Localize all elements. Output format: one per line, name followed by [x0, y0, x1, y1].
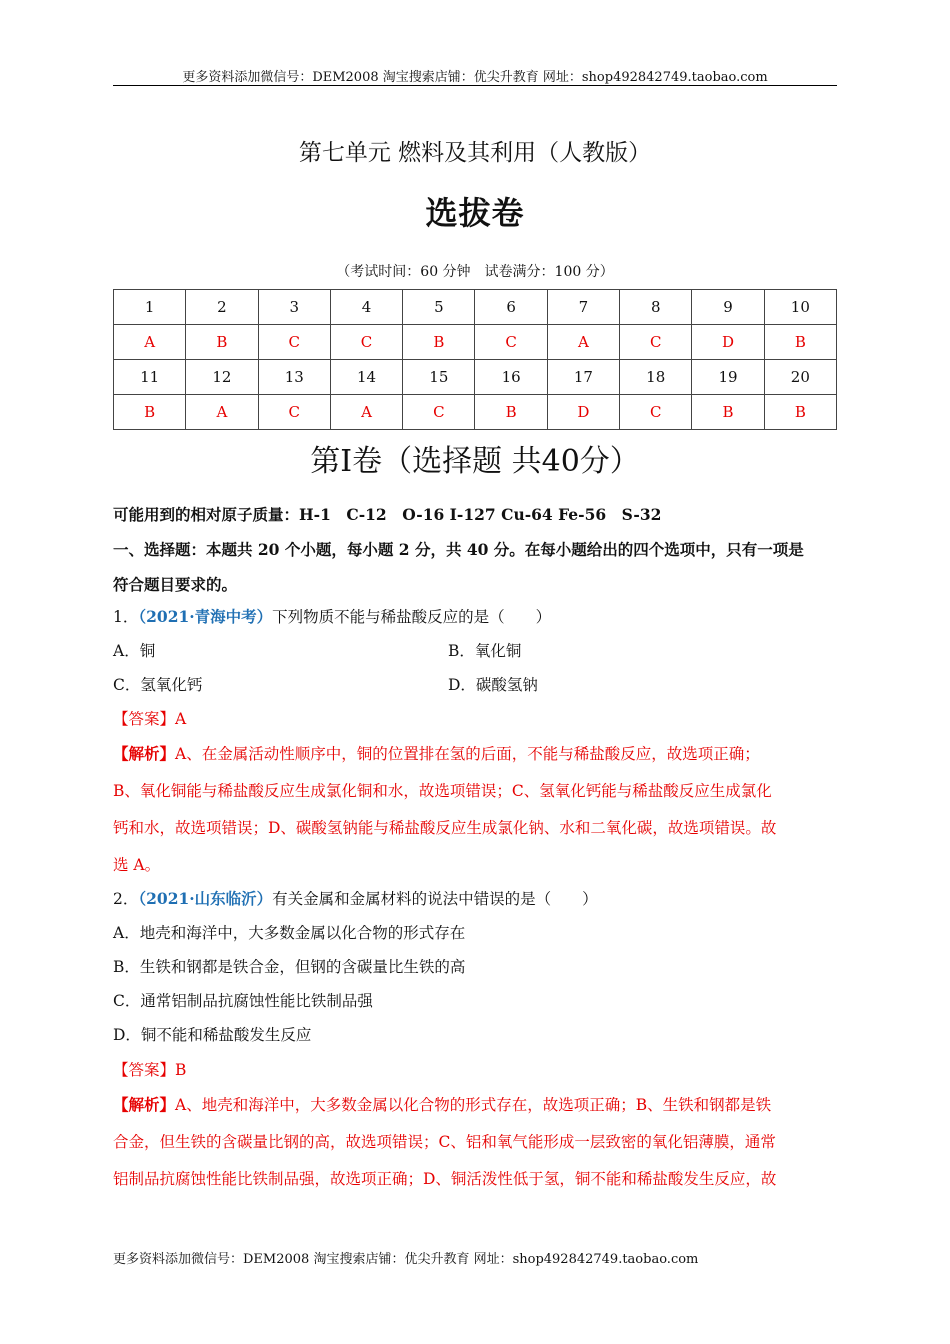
answer-number-row — [114, 290, 837, 325]
answer-key-table — [113, 289, 837, 430]
question-number: 5 — [403, 290, 475, 325]
analysis-text: A、在金属活动性顺序中，铜的位置排在氢的后面，不能与稀盐酸反应，故选项正确； — [175, 745, 760, 763]
answer-letter: C — [258, 325, 330, 360]
question-number: 4 — [330, 290, 402, 325]
answer-letter: A — [330, 395, 402, 430]
answer-letter: A — [186, 395, 258, 430]
answer-letter: D — [547, 395, 619, 430]
question-2-option-a: A．地壳和海洋中，大多数金属以化合物的形式存在 — [113, 924, 466, 942]
page-footer: 更多资料添加微信号：DEM2008 淘宝搜索店铺：优尖升教育 网址：shop492842749.taobao.com — [113, 1252, 699, 1267]
question-1-answer: 【答案】A — [113, 710, 187, 728]
question-number: 12 — [186, 360, 258, 395]
answer-letter: C — [258, 395, 330, 430]
answer-letter: C — [330, 325, 402, 360]
answer-letter: B — [475, 395, 547, 430]
question-1-analysis-line-4: 选 A。 — [113, 856, 161, 874]
question-number: 15 — [403, 360, 475, 395]
question-2-analysis-line-2: 合金，但生铁的含碳量比钢的高，故选项错误；C、铝和氧气能形成一层致密的氧化铝薄膜，通常 — [113, 1133, 776, 1151]
question-number: 17 — [547, 360, 619, 395]
question-number: 7 — [547, 290, 619, 325]
paper-title: 选拔卷 — [425, 194, 525, 232]
question-source: （2021·青海中考） — [138, 607, 273, 626]
question-number: 9 — [692, 290, 764, 325]
unit-title: 第七单元 燃料及其利用（人教版） — [298, 140, 652, 166]
question-text: 有关金属和金属材料的说法中错误的是（ ） — [272, 890, 598, 908]
question-2-option-b: B．生铁和钢都是铁合金，但钢的含碳量比生铁的高 — [113, 958, 466, 976]
question-1-analysis-line-3: 钙和水，故选项错误；D、碳酸氢钠能与稀盐酸反应生成氯化钠、水和二氧化碳，故选项错误。故 — [113, 819, 777, 837]
instruction-line-2: 符合题目要求的。 — [113, 575, 238, 594]
analysis-label: 【解析】 — [113, 744, 176, 763]
answer-number-row — [114, 360, 837, 395]
analysis-text: A、地壳和海洋中，大多数金属以化合物的形式存在，故选项正确；B、生铁和钢都是铁 — [175, 1096, 772, 1114]
question-1-option-b: B．氧化铜 — [448, 642, 522, 660]
question-1-option-a: A．铜 — [113, 642, 156, 660]
answer-letter-row — [114, 325, 837, 360]
question-1-analysis-line-2: B、氧化铜能与稀盐酸反应生成氯化铜和水，故选项错误；C、氢氧化钙能与稀盐酸反应生成氯化 — [113, 782, 772, 800]
question-source: （2021·山东临沂） — [138, 889, 273, 908]
question-1-stem — [113, 605, 551, 627]
answer-letter: C — [403, 395, 475, 430]
answer-letter: C — [620, 395, 692, 430]
question-number: 18 — [620, 360, 692, 395]
answer-letter: B — [764, 395, 836, 430]
question-number-label: 2． — [113, 890, 139, 908]
question-number: 19 — [692, 360, 764, 395]
question-number: 20 — [764, 360, 836, 395]
answer-letter: A — [547, 325, 619, 360]
answer-letter: A — [114, 325, 186, 360]
question-number: 13 — [258, 360, 330, 395]
answer-letter: B — [764, 325, 836, 360]
page-header: 更多资料添加微信号：DEM2008 淘宝搜索店铺：优尖升教育 网址：shop492842749.taobao.com — [182, 70, 768, 85]
question-number: 16 — [475, 360, 547, 395]
question-number: 10 — [764, 290, 836, 325]
answer-letter: B — [403, 325, 475, 360]
question-2-analysis-line-3: 铝制品抗腐蚀性能比铁制品强，故选项正确；D、铜活泼性低于氢，铜不能和稀盐酸发生反应，故 — [113, 1170, 777, 1188]
answer-letter: C — [475, 325, 547, 360]
question-number: 6 — [475, 290, 547, 325]
answer-letter: B — [114, 395, 186, 430]
header-divider — [113, 85, 837, 86]
answer-letter-row — [114, 395, 837, 430]
section-title: 第Ⅰ卷（选择题 共40分） — [310, 444, 640, 479]
atomic-masses: 可能用到的相对原子质量：H-1 C-12 O-16 I-127 Cu-64 Fe-56 S-32 — [113, 505, 662, 524]
question-2-option-d: D．铜不能和稀盐酸发生反应 — [113, 1026, 312, 1044]
answer-letter: B — [186, 325, 258, 360]
analysis-label: 【解析】 — [113, 1095, 176, 1114]
question-2-option-c: C．通常铝制品抗腐蚀性能比铁制品强 — [113, 992, 373, 1010]
question-text: 下列物质不能与稀盐酸反应的是（ ） — [272, 608, 552, 626]
question-2-answer: 【答案】B — [113, 1061, 187, 1079]
question-1-option-c: C．氢氧化钙 — [113, 676, 203, 694]
answer-letter: D — [692, 325, 764, 360]
exam-info: （考试时间：60 分钟 试卷满分：100 分） — [336, 264, 614, 280]
question-1-option-d: D．碳酸氢钠 — [448, 676, 538, 694]
question-1-analysis-line-1 — [113, 742, 760, 764]
question-2-analysis-line-1 — [113, 1093, 771, 1115]
question-2-stem — [113, 887, 598, 909]
question-number: 3 — [258, 290, 330, 325]
question-number: 14 — [330, 360, 402, 395]
question-number: 2 — [186, 290, 258, 325]
question-number: 8 — [620, 290, 692, 325]
instruction-line-1: 一、选择题：本题共 20 个小题，每小题 2 分，共 40 分。在每小题给出的四个选项中，只有一项是 — [113, 540, 804, 559]
answer-letter: B — [692, 395, 764, 430]
question-number: 11 — [114, 360, 186, 395]
question-number-label: 1． — [113, 608, 139, 626]
question-number: 1 — [114, 290, 186, 325]
answer-letter: C — [620, 325, 692, 360]
